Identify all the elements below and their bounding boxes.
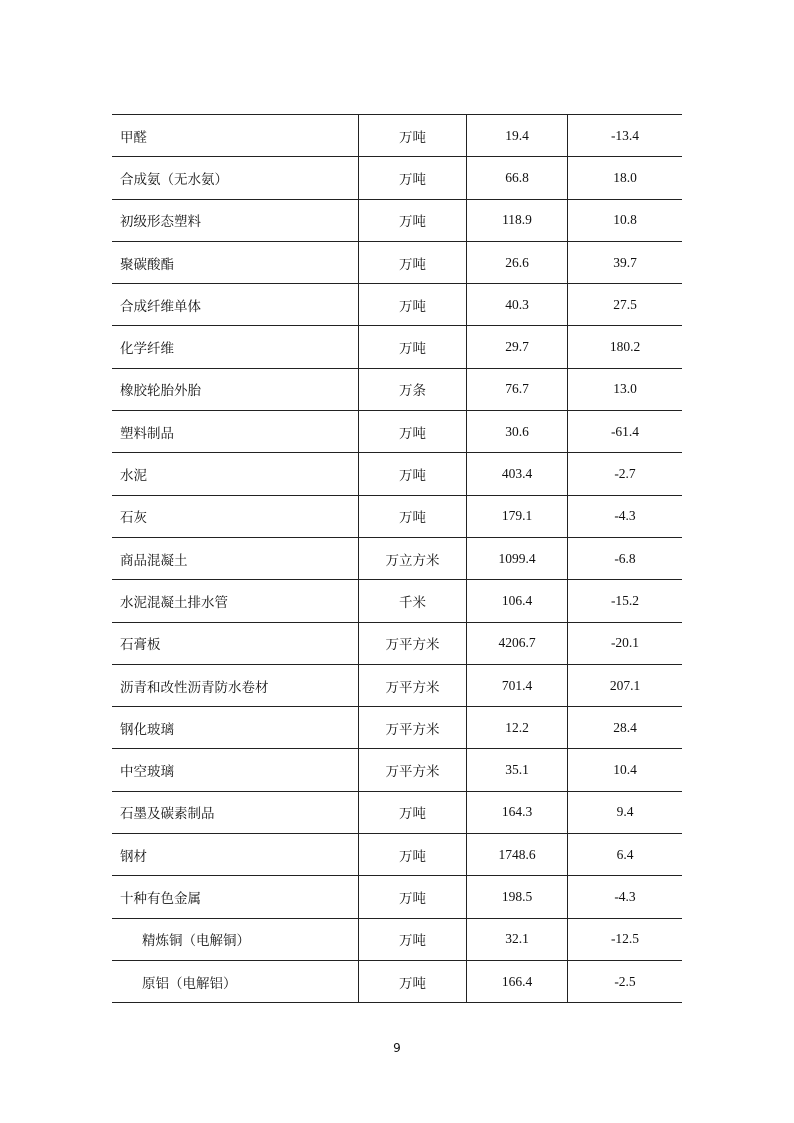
unit-cell: 万吨: [359, 876, 467, 918]
unit-cell: 万吨: [359, 834, 467, 876]
table-row: [112, 876, 682, 918]
product-name-cell: 水泥: [112, 453, 359, 495]
table-row: [112, 918, 682, 960]
table-row: [112, 199, 682, 241]
unit-cell: 千米: [359, 580, 467, 622]
growth-cell: -12.5: [568, 918, 683, 960]
table-row: [112, 284, 682, 326]
unit-cell: 万平方米: [359, 707, 467, 749]
product-name-cell: 钢材: [112, 834, 359, 876]
product-name-cell: 商品混凝土: [112, 537, 359, 579]
product-name-cell: 精炼铜（电解铜）: [112, 918, 359, 960]
growth-cell: 28.4: [568, 707, 683, 749]
table-row: [112, 495, 682, 537]
value-cell: 403.4: [467, 453, 568, 495]
unit-cell: 万吨: [359, 326, 467, 368]
unit-cell: 万吨: [359, 960, 467, 1002]
page-number: 9: [393, 1041, 401, 1055]
unit-cell: 万吨: [359, 115, 467, 157]
unit-cell: 万平方米: [359, 622, 467, 664]
table-row: [112, 157, 682, 199]
growth-cell: -2.7: [568, 453, 683, 495]
product-name-cell: 初级形态塑料: [112, 199, 359, 241]
table-row: [112, 749, 682, 791]
value-cell: 29.7: [467, 326, 568, 368]
table-row: [112, 707, 682, 749]
growth-cell: -13.4: [568, 115, 683, 157]
product-name-cell: 橡胶轮胎外胎: [112, 368, 359, 410]
growth-cell: 10.4: [568, 749, 683, 791]
unit-cell: 万平方米: [359, 749, 467, 791]
value-cell: 164.3: [467, 791, 568, 833]
product-name-cell: 化学纤维: [112, 326, 359, 368]
growth-cell: 18.0: [568, 157, 683, 199]
product-name-cell: 钢化玻璃: [112, 707, 359, 749]
product-name-cell: 中空玻璃: [112, 749, 359, 791]
unit-cell: 万吨: [359, 791, 467, 833]
value-cell: 35.1: [467, 749, 568, 791]
value-cell: 76.7: [467, 368, 568, 410]
value-cell: 166.4: [467, 960, 568, 1002]
product-name-cell: 塑料制品: [112, 411, 359, 453]
product-name-cell: 聚碳酸酯: [112, 241, 359, 283]
table-row: [112, 241, 682, 283]
table-row: [112, 411, 682, 453]
table-row: [112, 791, 682, 833]
product-name-cell: 原铝（电解铝）: [112, 960, 359, 1002]
product-name-cell: 甲醛: [112, 115, 359, 157]
unit-cell: 万吨: [359, 284, 467, 326]
value-cell: 66.8: [467, 157, 568, 199]
growth-cell: -6.8: [568, 537, 683, 579]
unit-cell: 万吨: [359, 453, 467, 495]
product-name-cell: 石膏板: [112, 622, 359, 664]
unit-cell: 万平方米: [359, 664, 467, 706]
table-row: [112, 834, 682, 876]
growth-cell: -20.1: [568, 622, 683, 664]
value-cell: 26.6: [467, 241, 568, 283]
growth-cell: 10.8: [568, 199, 683, 241]
growth-cell: 180.2: [568, 326, 683, 368]
unit-cell: 万吨: [359, 918, 467, 960]
growth-cell: 207.1: [568, 664, 683, 706]
table-row: [112, 622, 682, 664]
unit-cell: 万条: [359, 368, 467, 410]
value-cell: 40.3: [467, 284, 568, 326]
value-cell: 19.4: [467, 115, 568, 157]
table-row: [112, 326, 682, 368]
growth-cell: -4.3: [568, 495, 683, 537]
table-row: [112, 664, 682, 706]
product-name-cell: 石灰: [112, 495, 359, 537]
product-name-cell: 十种有色金属: [112, 876, 359, 918]
table-row: [112, 453, 682, 495]
table-body: [112, 115, 682, 1003]
value-cell: 1748.6: [467, 834, 568, 876]
table-row: [112, 960, 682, 1002]
value-cell: 701.4: [467, 664, 568, 706]
growth-cell: 27.5: [568, 284, 683, 326]
value-cell: 179.1: [467, 495, 568, 537]
unit-cell: 万吨: [359, 157, 467, 199]
product-name-cell: 合成纤维单体: [112, 284, 359, 326]
growth-cell: -15.2: [568, 580, 683, 622]
table-row: [112, 580, 682, 622]
table-row: [112, 368, 682, 410]
growth-cell: 6.4: [568, 834, 683, 876]
growth-cell: 13.0: [568, 368, 683, 410]
growth-cell: -61.4: [568, 411, 683, 453]
growth-cell: 39.7: [568, 241, 683, 283]
value-cell: 32.1: [467, 918, 568, 960]
table-row: [112, 537, 682, 579]
product-name-cell: 水泥混凝土排水管: [112, 580, 359, 622]
value-cell: 12.2: [467, 707, 568, 749]
value-cell: 118.9: [467, 199, 568, 241]
unit-cell: 万吨: [359, 241, 467, 283]
product-name-cell: 石墨及碳素制品: [112, 791, 359, 833]
growth-cell: -2.5: [568, 960, 683, 1002]
value-cell: 106.4: [467, 580, 568, 622]
unit-cell: 万吨: [359, 199, 467, 241]
unit-cell: 万立方米: [359, 537, 467, 579]
product-output-table: [112, 114, 682, 1003]
value-cell: 30.6: [467, 411, 568, 453]
value-cell: 4206.7: [467, 622, 568, 664]
unit-cell: 万吨: [359, 495, 467, 537]
value-cell: 1099.4: [467, 537, 568, 579]
table-row: [112, 115, 682, 157]
product-name-cell: 合成氨（无水氨）: [112, 157, 359, 199]
unit-cell: 万吨: [359, 411, 467, 453]
growth-cell: 9.4: [568, 791, 683, 833]
product-name-cell: 沥青和改性沥青防水卷材: [112, 664, 359, 706]
growth-cell: -4.3: [568, 876, 683, 918]
value-cell: 198.5: [467, 876, 568, 918]
